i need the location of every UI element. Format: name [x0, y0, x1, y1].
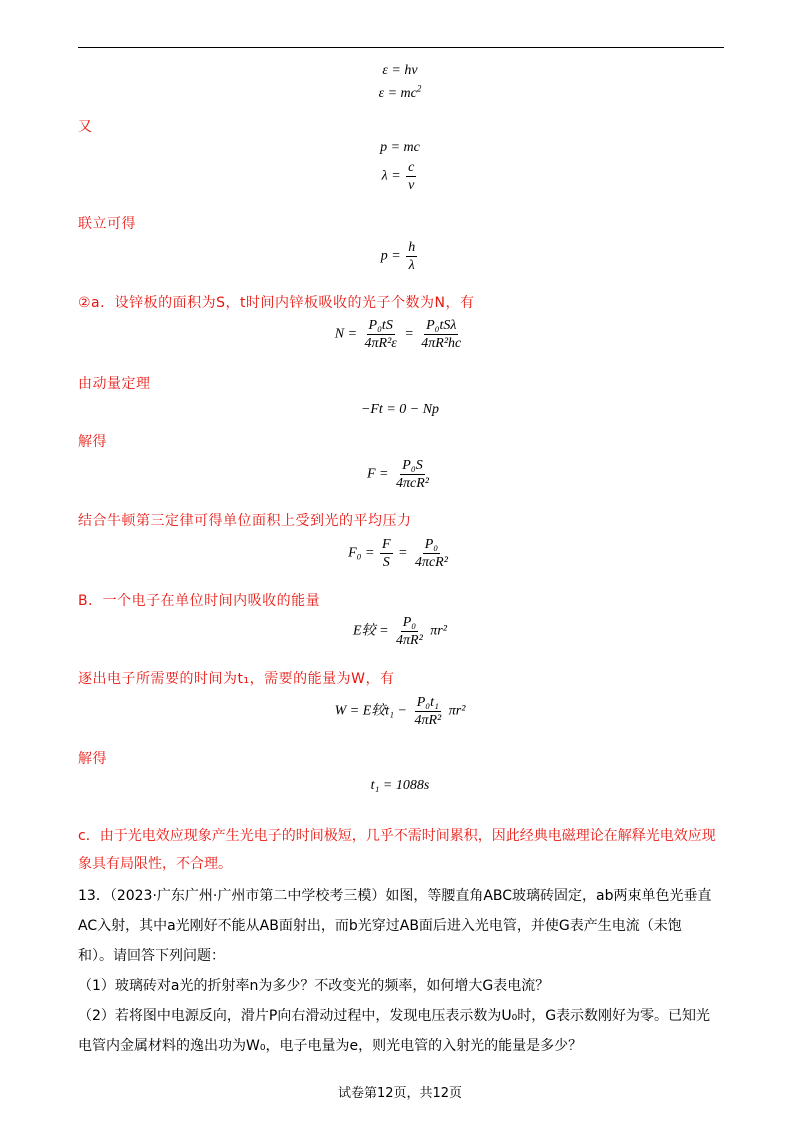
question-13-part-1: （1）玻璃砖对a光的折射率n为多少？不改变光的频率，如何增大G表电流？ [78, 978, 550, 994]
equation-energy-mc2: $\varepsilon = mc^2$ [378, 83, 422, 101]
label-you: 又 [78, 119, 93, 135]
label-part-a: ②a．设锌板的面积为S，t时间内锌板吸收的光子个数为N，有 [78, 295, 475, 311]
label-escape-time: 逐出电子所需要的时间为t₁，需要的能量为W，有 [78, 671, 395, 687]
conclusion-line-2: 象具有局限性，不合理。 [78, 856, 232, 872]
label-jiede-1: 解得 [78, 434, 107, 450]
equation-wavelength: λ = $\frac{c}{\nu}$ [381, 160, 415, 193]
question-13-line-2: AC入射，其中a光刚好不能从AB面射出，而b光穿过AB面后进入光电管，并使G表产生电流（未饱 [78, 918, 682, 934]
equation-p-h-lambda: p = $\frac{h}{\lambda}$ [380, 240, 416, 273]
label-momentum-theorem: 由动量定理 [78, 376, 151, 392]
equation-work: W = E较t₁ − $\frac{\text{P₀t₁}}{\text{4πR²}}$ πr² [334, 695, 466, 728]
equation-energy-hv: ε = hν [382, 63, 418, 78]
header-rule [78, 47, 724, 48]
page-footer: 试卷第12页，共12页 [337, 1086, 463, 1101]
label-part-b: B．一个电子在单位时间内吸收的能量 [78, 593, 321, 609]
conclusion-line-1: c．由于光电效应现象产生光电子的时间极短，几乎不需时间累积，因此经典电磁理论在解释光电效应现 [78, 828, 716, 844]
equation-pressure: F₀ = $\frac{F}{S}$ = $\frac{\text{P₀}}{\text{4πcR²}}$ [348, 537, 448, 570]
question-13-line-1: 13．（2023·广东广州·广州市第二中学校考三模）如图，等腰直角ABC玻璃砖固定，ab两束单色光垂直 [78, 888, 712, 904]
question-13-part-2-line-2: 电管内金属材料的逸出功为W₀，电子电量为e，则光电管的入射光的能量是多少？ [78, 1038, 583, 1054]
equation-photon-count: N = $\frac{\text{P₀tS}}{\text{4πR²ε}}$ = $\frac{\text{P₀tSλ}}{\text{4πR²hc}}$ [334, 318, 462, 351]
question-13-part-2-line-1: （2）若将图中电源反向，滑片P向右滑动过程中，发现电压表示数为U₀时，G表示数刚好为零。已知光 [78, 1008, 711, 1024]
equation-electron-energy: E较 = $\frac{\text{P₀}}{\text{4πR²}}$ πr² [353, 615, 447, 648]
question-13-line-3: 和）。请回答下列问题： [78, 948, 225, 964]
equation-time-result: t₁ = 1088s [370, 778, 430, 793]
label-lianli: 联立可得 [78, 216, 136, 232]
label-newton-third: 结合牛顿第三定律可得单位面积上受到光的平均压力 [78, 513, 412, 529]
equation-impulse: −Ft = 0 − Np [360, 402, 440, 417]
equation-force: F = $\frac{\text{P₀S}}{\text{4πcR²}}$ [367, 458, 429, 491]
label-jiede-2: 解得 [78, 751, 107, 767]
equation-momentum: p = mc [380, 140, 420, 155]
